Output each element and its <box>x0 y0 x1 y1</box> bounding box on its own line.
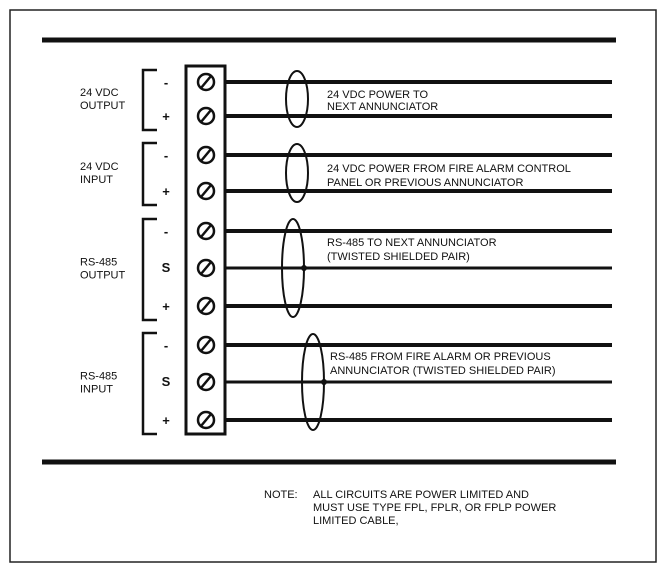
terminal-polarity-label: - <box>163 338 169 353</box>
note-line: ALL CIRCUITS ARE POWER LIMITED AND <box>313 489 529 501</box>
group-bracket <box>143 219 157 320</box>
cable-description: ANNUNCIATOR (TWISTED SHIELDED PAIR) <box>330 365 556 377</box>
cable-bundle-ellipse <box>286 144 308 202</box>
note-label: NOTE: <box>264 489 298 501</box>
cable-description: (TWISTED SHIELDED PAIR) <box>327 251 470 263</box>
cable-description: RS-485 FROM FIRE ALARM OR PREVIOUS <box>330 351 551 363</box>
group-bracket <box>143 70 157 130</box>
cable-description: RS-485 TO NEXT ANNUNCIATOR <box>327 237 497 249</box>
terminal-polarity-label: + <box>162 299 170 314</box>
terminal-polarity-label: - <box>163 148 169 163</box>
cable-bundle-ellipse <box>286 71 308 127</box>
shield-junction-dot <box>301 265 307 271</box>
group-label: 24 VDC <box>80 161 119 173</box>
group-bracket <box>143 143 157 205</box>
terminal-polarity-label: + <box>162 109 170 124</box>
shield-junction-dot <box>321 379 327 385</box>
group-label: INPUT <box>80 174 113 186</box>
group-label: OUTPUT <box>80 100 126 112</box>
note <box>264 489 556 527</box>
terminal-polarity-label: - <box>163 224 169 239</box>
cable-description: 24 VDC POWER TO <box>327 89 429 101</box>
group-bracket <box>143 333 157 434</box>
group-label: INPUT <box>80 383 113 396</box>
cable-description: PANEL OR PREVIOUS ANNUNCIATOR <box>327 177 524 189</box>
note-line: LIMITED CABLE, <box>313 515 399 527</box>
group-label: OUTPUT <box>80 269 126 282</box>
terminal-polarity-label: - <box>163 75 169 90</box>
terminal-polarity-label: S <box>161 260 171 275</box>
group-label: 24 VDC <box>80 87 119 99</box>
cable-description: 24 VDC POWER FROM FIRE ALARM CONTROL <box>327 163 571 175</box>
cable-description: NEXT ANNUNCIATOR <box>327 101 439 113</box>
note-line: MUST USE TYPE FPL, FPLR, OR FPLP POWER <box>313 502 557 514</box>
terminal-polarity-label: + <box>162 413 170 428</box>
group-label: RS-485 <box>80 370 118 383</box>
terminal-polarity-label: + <box>162 184 170 199</box>
group-label: RS-485 <box>80 256 118 269</box>
terminal-polarity-label: S <box>161 374 171 389</box>
